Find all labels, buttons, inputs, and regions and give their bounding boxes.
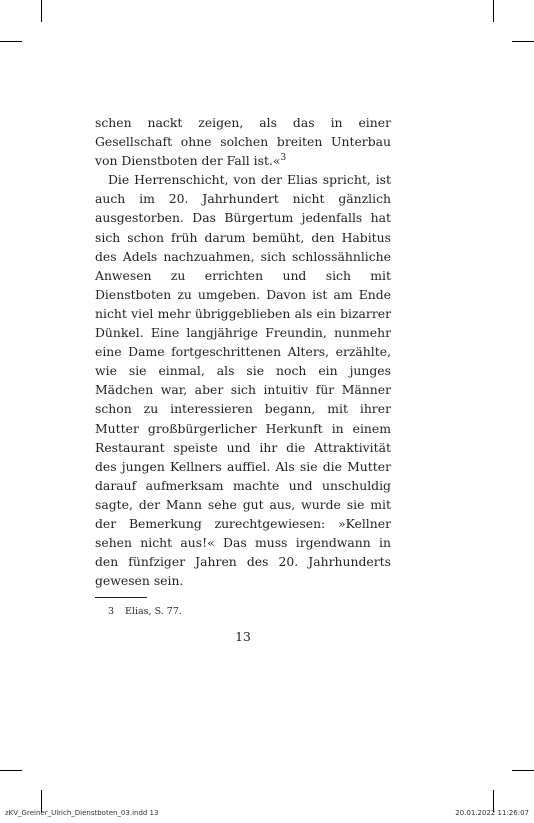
crop-mark-left-top (0, 41, 22, 42)
page-number: 13 (235, 629, 251, 644)
footnote-text: Elias, S. 77. (125, 606, 182, 617)
paragraph-1: schen nackt zeigen, als das in einer Gesellschaft ohne solchen breiten Unterbau von Dienstboten der Fall ist.«$^3$ (95, 115, 391, 169)
crop-mark-top-right (493, 0, 494, 22)
slug-filename: zKV_Greiner_Ulrich_Dienstboten_03.indd 13 (5, 809, 159, 817)
main-text-block (95, 113, 391, 590)
footnote (108, 606, 182, 618)
crop-mark-right-top (512, 41, 534, 42)
footnote-reference[interactable]: 3 (280, 153, 287, 164)
footnote-divider (95, 597, 147, 598)
paragraph-2: Die Herrenschicht, von der Elias spricht, ist auch im 20. Jahrhundert nicht gänzlich ausgestorben. Das Bürgertum jedenfalls hat sich schon früh darum bemüht, den Habitus des Adels nachzuahmen, sich schlossähnliche Anwesen zu errichten und sich mit Dienstboten zu umgeben. Davon ist am Ende nicht viel mehr übriggeblieben als ein bizarrer Dünkel. Eine langjährige Freundin, nunmehr eine Dame fortgeschrittenen Alters, erzählte, wie sie einmal, als sie noch ein junges Mädchen war, aber sich intuitiv für Männer schon zu interessieren begann, mit ihrer Mutter großbürgerlicher Herkunft in einem Restaurant speiste und ihr die Attraktivität des jungen Kellners auffiel. Als sie die Mutter darauf aufmerksam machte und unschuldig sagte, der Mann sehe gut aus, wurde sie mit der Bemerkung zurechtgewiesen: »Kellner sehen nicht aus!« Das muss irgendwann in den fünfziger Jahren des 20. Jahrhunderts gewesen sein. (95, 172, 391, 589)
slug-datetime: 20.01.2022 11:26:07 (455, 809, 529, 817)
crop-mark-right-bottom (512, 770, 534, 771)
crop-mark-left-bottom (0, 770, 22, 771)
footnote-number: 3 (108, 606, 115, 617)
crop-mark-top-left (41, 0, 42, 22)
